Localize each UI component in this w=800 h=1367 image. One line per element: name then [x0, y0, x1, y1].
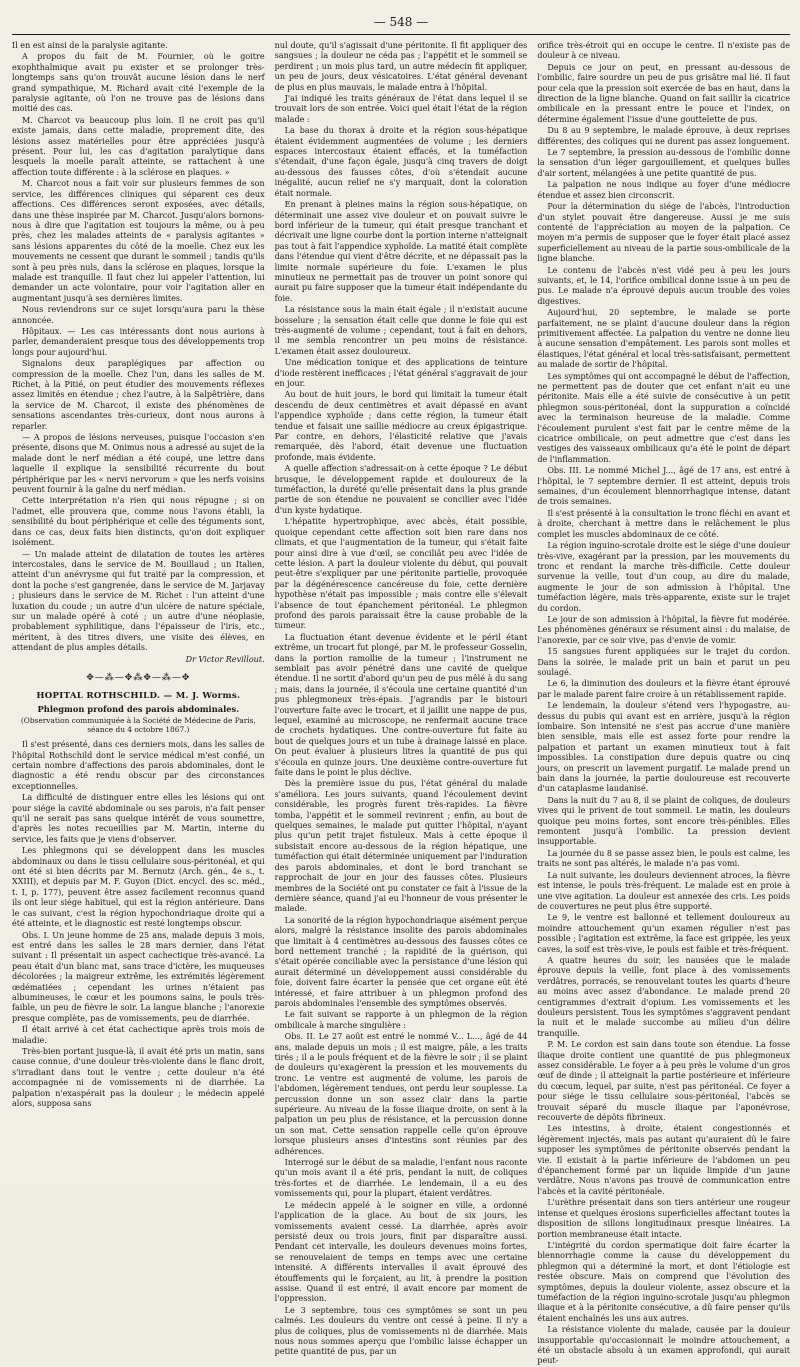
paragraph: A quatre heures du soir, les nausées que le malade éprouve depuis la veille, font place à des vomissements verdâtres, porracés, se renouvelant toutes les quarts d'heure au moins avec assez d'abondance. Le malade prend 20 centigrammes d'extrait d'opium. Les vomissements et les douleurs persistent. Tous les symptômes s'aggravent pendant la nuit et le malade succombe au milieu d'un délire tranquille.: [537, 955, 790, 1038]
column-2: [274, 41, 528, 1357]
paragraph: Le 3 septembre, tous ces symptômes se sont un peu calmés. Les douleurs du ventre ont cessé à peine. Il n'y a plus de coliques, plus de vomissements ni de diarrhée. Mais nous nous sommes aperçu que l'ombilic laisse échapper un petite quantité de pus, par un: [274, 1305, 528, 1357]
paragraph: Les intestins, à droite, étaient congestionnés et légèrement injectés, mais pas autant qu'auraient dû le faire supposer les symptômes de péritonite observés pendant la vie. Il existait à la partie inférieure de l'abdomen un peu d'épanchement formé par un liquide limpide d'un jaune verdâtre. Nous n'avons pas trouvé de communication entre l'abcès et la cavité péritonéale.: [537, 1124, 790, 1196]
paragraph: Obs. II. Le 27 août est entré le nommé V... L..., âgé de 44 ans, malade depuis un mois ; il est maigre, pâle, a les traits tirés ; il a le pouls fréquent et de la fièvre le soir ; il se plaint de douleurs qu'exagèrent la pression et les mouvements du tronc. Le ventre est augmenté de volume, les parois de l'abdomen, légèrement tendues, ont perdu leur souplesse. La percussion donne un son assez clair dans la partie supérieure. Au niveau de la fosse iliaque droite, on sent à la palpation un peu plus de résistance, et la percussion donne un son mat. Cette sensation rappelle celle qu'on éprouve lorsque plusieurs anses d'intestins sont réunies par des adhérences.: [274, 1032, 528, 1156]
paragraph: Il en est ainsi de la paralysie agitante.: [12, 41, 168, 50]
paragraph: M. Charcot nous a fait voir sur plusieurs femmes de son service, les différences cliniques qui séparent ces deux affections. Ces différences seront exposées, avec détails, dans une thèse inspirée par M. Charcot. Jusqu'alors bornons-nous à dire que l'agitation est toujours la même, ou à peu près, chez les malades atteints de « paralysis agitantes » sans lésions apparentes du côté de la moelle. Chez eux les mouvements ne cessent que durant le sommeil ; tandis qu'ils sont à peu près nuls, dans la sclérose en plaques, lorsque la malade est tranquille. Il faut chez lui appeler l'attention, lui demander un acte volontaire, pour voir l'agitation aller en augmentant jusqu'à ses dernières limites.: [12, 179, 265, 303]
section-title: HOPITAL ROTHSCHILD. — M. J. Worms.: [36, 691, 241, 702]
section-note: (Observation communiquée à la Société de Médecine de Paris, séance du 4 octobre 1867.): [20, 716, 256, 735]
author-signature: Dr Victor Revillout.: [185, 654, 265, 664]
paragraph: La région inguino-scrotale droite est le siége d'une douleur très-vive, exagérant par la pression, par les mouvements du tronc et rendant la marche très-difficile. Cette douleur survenue la veille, tout d'un coup, au dire du malade, augmente le jour de son admission à l'hôpital. Une tuméfaction légère, mais très-apparente, existe sur le trajet du cordon.: [537, 541, 790, 613]
paragraph: Obs. I. Un jeune homme de 25 ans, malade depuis 3 mois, est entré dans les salles le 28 mars dernier, dans l'état suivant : Il présentait un aspect cachectique très-avancé. La peau était d'un blanc mat, sans trace d'ictère, les muqueuses décolorées ; la maigreur extrême, les extrémités légèrement œdématiées ; cependant les urines n'étaient pas albumineuses, le cœur et les poumons sains, le pouls très-faible, un peu de fièvre le soir. La langue blanche ; l'anorexie presque complète, pas de vomissements, peu de diarrhée.: [12, 930, 265, 1023]
paragraph: Le lendemain, la douleur s'étend vers l'hypogastre, au-dessus du pubis qui avant est en arrière, jusqu'à la région lombaire. Son intensité ne s'est pas accrue d'une manière bien sensible, mais elle est assez forte pour rendre la palpation et partant un examen minutieux tout à fait impossibles. La constipation dure depuis quatre ou cinq jours, on prescrit un lavement purgatif. Le malade prend un bain dans la journée, la partie douloureuse est recouverte d'un cataplasme laudanisé.: [537, 701, 790, 794]
paragraph: En prenant à pleines mains la région sous-hépatique, on déterminait une assez vive douleur et on pouvait suivre le bord inférieur de la tumeur, qui était presque tranchant et décrivait une ligne courbe dont la portion interne n'atteignait pas tout à fait l'appendice xyphoïde. La matité était complète dans l'étendue qui vient d'être décrite, et ne dépassait pas la limite normale supérieure du foie. L'examen le plus minutieux ne permettait pas de trouver un point sonore qui aurait pu faire supposer que la tumeur était indépendante du foie.: [274, 200, 528, 303]
paragraph: Signalons deux paraplégiques par affection ou compression de la moelle. Chez l'un, dans les salles de M. Richet, à la Pitié, on peut étudier des mouvements réflexes assez limités en étendue ; chez l'autre, à la Salpêtrière, dans la service de M. Charcot, il existe des phénomènes de sensations ascendantes très-curieux, dont nous aurons à reparler.: [12, 359, 265, 431]
header-rule: [12, 34, 790, 35]
paragraph: Le 6, la diminution des douleurs et la fièvre étant éprouvé par le malade parent faire croire à un rétablissement rapide.: [537, 679, 790, 699]
paragraph: Du 8 au 9 septembre, le malade éprouve, à deux reprises différentes, des coliques qui ne durent pas assez longuement.: [537, 126, 790, 146]
paragraph: Pour la détermination du siége de l'abcès, l'introduction d'un stylet pouvait être dangereuse. Aussi je me suis contenté de l'appréciation au moyen de la palpation. Ce moyen m'a permis de supposer que le foyer était placé assez superficiellement au niveau de la partie sous-ombilicale de la ligne blanche.: [537, 202, 790, 264]
paragraph: L'hépatite hypertrophique, avec abcès, était possible, quoique cependant cette affection soit bien rare dans nos climats, et que l'augmentation de la tumeur, qui s'était faite pour ainsi dire à vue d'œil, se conciliât peu avec l'idée de cette lésion. A part la douleur violente du début, qui pouvait peut-être s'expliquer par une péritonite partielle, provoquée par la dégénérescence cancéreuse du foie, cette dernière hypothèse n'était pas impossible ; mais contre elle s'élevait l'absence de tout épanchement péritonéal. Le phlegmon profond des parois paraissait être la cause probable de la tumeur.: [274, 517, 528, 631]
page-header: [12, 12, 790, 32]
paragraph: Le jour de son admission à l'hôpital, la fièvre fut modérée. Les phénomènes généraux se résument ainsi : du malaise, de l'anorexie, par ce soir vive, pas d'envie de vomir.: [537, 614, 790, 645]
paragraph: Le 9, le ventre est ballonné et tellement douloureux au moindre attouchement qu'un examen régulier n'est pas possible ; l'agitation est extrême, la face est grippée, les yeux caves, la soif est très-vive, le pouls est faible et très-fréquent.: [537, 913, 790, 954]
paragraph: M. Charcot va beaucoup plus loin. Il ne croit pas qu'il existe jamais, dans cette maladie, proprement dite, des lésions assez matérielles pour être appréciées jusqu'à présent. Pour lui, les cas d'agitation paralytique dans lesquels la moelle paraît atteinte, se rattachent à une affection toute différente : à la sclérose en plaques. »: [12, 115, 265, 177]
paragraph: La sonorité de la région hypochondriaque aisément perçue alors, malgré la résistance insolite des parois abdominales que limitait à 4 centimètres au-dessous des fausses côtes ce bord nettement tranché ; la rapidité de la guérison, qui s'était opérée conciliable avec la persistance d'une lésion qui aurait déterminé un développement aussi considérable du foie, doivent faire écarter la pensée que cet organe eût été intéressé, et faire attribuer à un phlegmon profond des parois abdominales l'ensemble des symptômes observés.: [274, 915, 528, 1008]
paragraph: nul doute, qu'il s'agissait d'une péritonite. Il fit appliquer des sangsues ; la douleur ne céda pas ; l'appétit et le sommeil se perdirent ; un mois plus tard, un autre médecin fit appliquer, un peu de jours, deux vésicatoires. L'état général devenant de plus en plus mauvais, le malade entra à l'hôpital.: [274, 41, 528, 92]
paragraph: La palpation ne nous indique au foyer d'une médiocre étendue et assez bien circonscrit.: [537, 180, 790, 200]
paragraph: Les phlegmons qui se développent dans les muscles abdominaux ou dans le tissu cellulaire sous-péritonéal, et qui ont été si bien décrits par M. Bernutz (Arch. gén., 4e s., t. XXIII), et depuis par M. F. Guyon (Dict. encycl. des sc. méd., t. I, p. 177), peuvent être assez facilement reconnus quand ils ont leur siége habituel, qui est la région antérieure. Dans le cas suivant, c'est la région hypochondriaque droite qui a été atteinte, et le diagnostic est resté longtemps obscur.: [12, 846, 265, 929]
paragraph: Interrogé sur le début de sa maladie, l'enfant nous raconte qu'un mois avant il a été pris, pendant la nuit, de coliques très-fortes et de diarrhée. Le lendemain, il a eu des vomissements qui, pour la plupart, étaient verdâtres.: [274, 1158, 528, 1199]
paragraph: Les symptômes qui ont accompagné le début de l'affection, ne permettent pas de douter que cet enfant n'ait eu une péritonite. Mais elle a été suivie de consécutive à un petit phlegmon sous-péritonéal, dont la suppuration a coïncidé avec la terminaison heureuse de la maladie. Comme l'écoulement purulent s'est fait par le centre même de la cicatrice ombilicale, on peut admettre que c'est dans les vestiges des vaisseaux ombilicaux qu'a été le point de départ de l'inflammation.: [537, 371, 790, 464]
page-number: — 548 —: [373, 15, 429, 29]
paragraph: Hôpitaux. — Les cas intéressants dont nous aurions à parler, demanderaient presque tous des développements trop longs pour aujourd'hui.: [12, 326, 265, 357]
paragraph: Une médication tonique et des applications de teinture d'iode restèrent inefficaces ; l'état général s'aggravait de jour en jour.: [274, 358, 528, 388]
paragraph: Très-bien portant jusque-là, il avait été pris un matin, sans cause connue, d'une douleur très-violente dans le flanc droit, s'irradiant dans tout le ventre ; cette douleur n'a été accompagnée ni de vomissements ni de diarrhée. La palpation n'exaspérait pas la douleur ; le médecin appelé alors, supposa sans: [12, 1046, 265, 1108]
paragraph: Obs. III. Le nommé Michel J..., âgé de 17 ans, est entré à l'hôpital, le 7 septembre dernier. Il est atteint, depuis trois semaines, d'un écoulement blennorrhagique intense, datant de trois semaines.: [537, 466, 790, 507]
paragraph: Dès la première issue du pus, l'état général du malade s'améliora. Les jours suivants, quand l'écoulement devint considérable, les progrès furent très-rapides. La fièvre tomba, l'appétit et le sommeil revinrent ; enfin, au bout de quelques semaines, le malade put quitter l'hôpital, n'ayant plus qu'un petit trajet fistuleux. Mais à cette époque il subsistait encore au-dessous de la région hépatique, une tuméfaction qui était déterminée uniquement par l'induration des parois abdominales, et dont le bord tranchant se rapprochait de jour en jour des fausses côtes. Plusieurs membres de la Société ont pu constater ce fait à l'issue de la dernière séance, quand j'ai eu l'honneur de vous présenter le malade.: [274, 779, 528, 914]
paragraph: Le médecin appelé à le soigner en ville, a ordonné l'application de la glace. Au bout de six jours, les vomissements avaient cessé. La diarrhée, après avoir persisté deux ou trois jours, finit par disparaître aussi. Pendant cet intervalle, les douleurs devenues moins fortes, se renouvelaient de temps en temps avec une certaine intensité. A différents intervalles il avait éprouvé des étouffements qui le forçaient, au lit, à prendre la position assise. Quand il est entré, il avait encore par moment de l'oppression.: [274, 1200, 528, 1304]
paragraph: J'ai indiqué les traits généraux de l'état dans lequel il se trouvait lors de son entrée. Voici quel était l'état de la région malade :: [274, 94, 528, 124]
paragraph: Aujourd'hui, 20 septembre, le malade se porte parfaitement, ne se plaint d'aucune douleur dans la région primitivement affectée. La palpation du ventre ne donne lieu à aucune sensation d'empâtement. Les parois sont molles et élastiques, l'état général et local très-satisfaisant, permettent au malade de sortir de l'hôpital.: [537, 308, 790, 370]
paragraph: Cette interprétation n'a rien qui nous répugne ; si on l'admet, elle prouvera que, comme nous l'avons établi, la sensibilité du bout périphérique et celle des téguments sont, dans ce cas, deux faits bien distincts, qu'on doit expliquer isolément.: [12, 496, 265, 548]
paragraph: Nous reviendrons sur ce sujet lorsqu'aura paru la thèse annoncée.: [12, 305, 265, 325]
paragraph: orifice très-étroit qui en occupe le centre. Il n'existe pas de douleur à ce niveau.: [537, 41, 790, 61]
paragraph: La fluctuation étant devenue évidente et le péril étant extrême, un trocart fut plongé, par M. le professeur Gosselin, dans la portion ramollie de la tumeur ; l'instrument ne semblait pas avoir pénétré dans une cavité de quelque étendue. Il ne sortit d'abord qu'un peu de pus mêlé à du sang ; mais, dans la journée, il s'écoula une certaine quantité d'un pus phlegmoneux très-épais. J'agrandis par le bistouri l'ouverture faite avec le trocart, et il jaillit une nappe de pus, lequel, examiné au microscope, ne renfermait aucune trace de crochets hydatiques. Une contre-ouverture fut faite au bout de quelques jours et un tube à drainage laissé en place. On peut évaluer à plusieurs litres la quantité de pus qui s'écoula en quinze jours. Une deuxième contre-ouverture fut faite dans le point le plus déclive.: [274, 632, 528, 778]
column-1: [12, 41, 265, 1173]
paragraph: Il s'est présenté à la consultation le tronc fléchi en avant et à droite, cherchant à mettre dans le relâchement le plus complet les muscles abdominaux de ce côté.: [537, 508, 790, 539]
paragraph: A quelle affection s'adressait-on à cette époque ? Le début brusque, le développement rapide et douloureux de la tuméfaction, la durété qu'elle présentait dans la plus grande partie de son étendue ne pouvaient se concilier avec l'idée d'un kyste hydatique.: [274, 464, 528, 515]
paragraph: A propos du fait de M. Fournier, où le goitre exophthalmique avait pu exister et se prolonger très-longtemps sans qu'on trouvât aucune lésion dans le nerf grand sympathique, M. Richard avait cité l'exemple de la paralysie agitante, où l'on ne trouve pas de lésions dans moitié des cas.: [12, 52, 265, 114]
paragraph: L'intégrité du cordon spermatique doit faire écarter la blennorrhagie comme la cause du développement du phlegmon qui a déterminé la mort, et dont l'étiologie est restée obscure. Mais on comprend que l'évolution des symptômes, depuis la douleur violente, assez obscure et la tuméfaction de la région inguino-scrotale jusqu'au phlegmon iliaque et à la péritonite consécutive, a dû faire penser qu'ils étaient enchaînés les uns aux autres.: [537, 1240, 790, 1323]
paragraph: P. M. Le cordon est sain dans toute son étendue. La fosse iliaque droite contient une quantité de pus phlegmoneux assez considérable. Le foyer a à peu près le volume d'un gros œuf de dinde ; il atteignait la partie postérieure et inférieure du cœcum, lequel, par suite, n'est pas péritonéal. Ce foyer a pour siége le tissu cellulaire sous-péritonéal, l'abcès se trouvait séparé du muscle iliaque par l'aponévrose, recouverte de dépôts fibrineux.: [537, 1040, 790, 1123]
paragraph: La journée du 8 se passe assez bien, le pouls est calme, les traits ne sont pas altérés, le malade n'a pas vomi.: [537, 848, 790, 869]
paragraph: Au bout de huit jours, le bord qui limitait la tumeur était descendu de deux centimètres et avait dépassé en avant l'appendice xyphoïde ; dans cette région, la tumeur était tendue et faisait une saillie médiocre au creux épigastrique. Par contre, en dehors, l'élasticité relative que j'avais remarquée, dès l'abord, était devenue une fluctuation profonde, mais évidente.: [274, 390, 528, 462]
paragraph: — A propos de lésions nerveuses, puisque l'occasion s'en présente, disons que M. Onimus nous a adressé au sujet de la malade dont le nerf médian a été coupé, une lettre dans laquelle il explique la sensibilité récurrente du bout périphérique par les « nervi nervorum » que les nerfs voisins peuvent fournir à la gaîne du nerf médian.: [12, 433, 265, 495]
paragraph: La résistance violente du malade, causée par la douleur insupportable qu'occasionnait le moindre attouchement, a été un obstacle absolu à un examen approfondi, qui aurait peut-: [537, 1325, 790, 1366]
paragraph: L'urèthre présentait dans son tiers antérieur une rougeur intense et quelques érosions superficielles affectant toutes la disposition de sillons longitudinaux presque linéaires. La portion membraneuse était intacte.: [537, 1198, 790, 1239]
paragraph: — Un malade atteint de dilatation de toutes les artères intercostales, dans le service de M. Bouillaud ; un Italien, atteint d'un anévrysme qui fut traité par la compression, et dont la poche s'est gangrenée, dans le service de M. Jarjavay ; plusieurs dans le service de M. Richet : l'un atteint d'une luxation du coude ; un autre d'un ulcère de nature spéciale, sur un malade opéré à coté ; un autre d'une néoplasie, probablement syphilitique, dans l'épaisseur de l'iris, etc., méritent, à des titres divers, une visite des élèves, en attendant de plus amples détails.: [12, 549, 265, 653]
paragraph: Depuis ce jour on peut, en pressant au-dessous de l'ombilic, faire sourdre un peu de pus grisâtre mal lié. Il faut pour cela que la pression soit exercée de bas en haut, dans la direction de la ligne blanche. Quand on fait saillir la cicatrice ombilicale en la pressant entre le pouce et l'index, on détermine également l'issue d'une gouttelette de pus.: [537, 62, 790, 124]
paragraph: La nuit suivante, les douleurs deviennent atroces, la fièvre est intense, le pouls très-fréquent. Le malade est en proie à une vive agitation. La douleur est annexée des cris. Les poids de couvertures ne peut plus être supporté.: [537, 870, 790, 911]
paragraph: La difficulté de distinguer entre elles les lésions qui ont pour siége la cavité abdominale ou ses parois, n'a fait penser qu'il ne serait pas sans quelque intérêt de vous soumettre, d'après les notes recueillies par M. Martin, interne du service, les faits que je viens d'observer.: [12, 793, 265, 844]
paragraph: Dans la nuit du 7 au 8, il se plaint de coliques, de douleurs vives qui le privent de tout sommeil. Le matin, les douleurs quoique peu moins fortes, sont encore très-pénibles. Elles remontent jusqu'à l'ombilic. La pression devient insupportable.: [537, 795, 790, 847]
paragraph: Le fait suivant se rapporte à un phlegmon de la région ombilicale à marche singulière :: [274, 1010, 528, 1030]
section-ornament: ✥—⁂—✥⁂✥—⁂—✥: [86, 672, 191, 683]
text-columns: [12, 41, 790, 1366]
paragraph: Le 7 septembre, la pression au-dessous de l'ombilic donne la sensation d'un léger gargouillement, et quelques bulles d'air sortent, mélangées à une petite quantité de pus.: [537, 148, 790, 178]
paragraph: 15 sangsues furent appliquées sur le trajet du cordon. Dans la soirée, le malade prit un bain et parut un peu soulagé.: [537, 647, 790, 677]
paragraph: Il était arrivé à cet état cachectique après trois mois de maladie.: [12, 1025, 265, 1045]
column-3: [537, 41, 790, 1366]
paragraph: La base du thorax à droite et la région sous-hépatique étaient évidemment augmentées de volume ; les derniers espaces intercostaux étaient effacés, et la tuméfaction s'étendait, d'une façon égale, jusqu'à cinq travers de doigt au-dessous des fausses côtes, d'où s'étendait aucune inégalité, aucun relief ne s'y marquait, dont la coloration était normale.: [274, 126, 528, 198]
paragraph: Le contenu de l'abcès n'est vidé peu à peu les jours suivants, et, le 14, l'orifice ombilical donne issue à un peu de pus. Le malade n'a éprouvé depuis aucun trouble des voies digestives.: [537, 265, 790, 306]
paragraph: Il s'est présenté, dans ces derniers mois, dans les salles de l'hôpital Rothschild dont le service médical m'est confié, un certain nombre d'affections des parois abdominales, dont le diagnostic a été rendu obscur par des circonstances exceptionnelles.: [12, 740, 265, 791]
section-subtitle: Phlegmon profond des parois abdominales.: [37, 703, 240, 714]
paragraph: La résistance sous la main était égale ; il n'existait aucune bosselure ; la sensation était celle que donne le foie qui est très-augmenté de volume ; cependant, tout à fait en dehors, il me sembla rencontrer un peu moins de résistance. L'examen était assez douloureux.: [274, 305, 528, 356]
